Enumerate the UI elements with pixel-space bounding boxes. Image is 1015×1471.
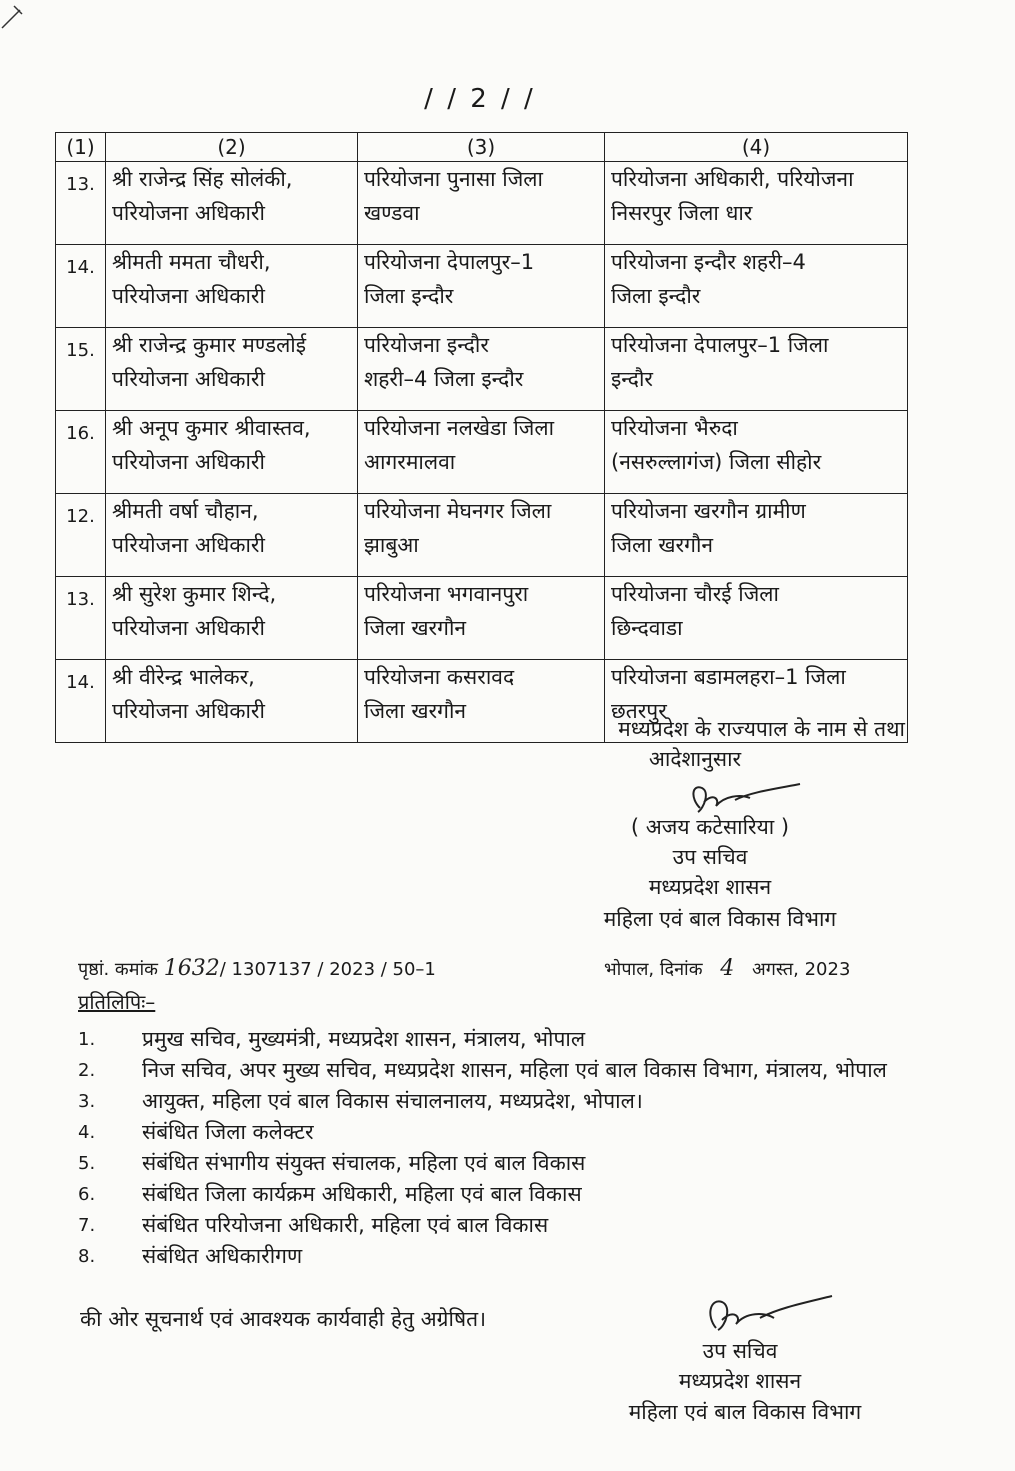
to-project-cell-line: परियोजना बडामलहरा–1 जिला — [611, 665, 846, 689]
bottom-designation: उप सचिव — [702, 1339, 778, 1363]
officer-cell-line: श्रीमती ममता चौधरी, — [112, 250, 271, 274]
list-item-number: 3. — [78, 1091, 96, 1112]
serial-number — [56, 494, 106, 577]
table-row — [56, 328, 908, 411]
to-project-cell — [605, 577, 908, 660]
list-item — [78, 1241, 938, 1272]
from-project-cell-line: जिला खरगौन — [364, 616, 467, 640]
serial-number — [56, 660, 106, 743]
from-project-cell — [358, 494, 605, 577]
signatory-name: ( अजय कटेसारिया ) — [630, 815, 790, 839]
to-project-cell-line: छतरपुर — [611, 699, 667, 723]
to-project-cell-line: निसरपुर जिला धार — [611, 201, 753, 225]
serial-number — [56, 411, 106, 494]
to-project-cell — [605, 245, 908, 328]
officer-cell-line: परियोजना अधिकारी — [112, 533, 265, 557]
list-item-text: संबंधित अधिकारीगण — [142, 1244, 303, 1268]
list-item-text: निज सचिव, अपर मुख्य सचिव, मध्यप्रदेश शासन, महिला एवं बाल विकास विभाग, मंत्रालय, भोपाल — [142, 1058, 887, 1082]
table-row — [56, 411, 908, 494]
list-item-text: संबंधित परियोजना अधिकारी, महिला एवं बाल विकास — [142, 1213, 549, 1237]
column-header: (1) — [56, 133, 106, 162]
table-header-row — [56, 133, 908, 162]
from-project-cell-line: परियोजना नलखेडा जिला — [364, 416, 555, 440]
page-number: / / 2 / / — [424, 84, 536, 114]
closing-line: की ओर सूचनार्थ एवं आवश्यक कार्यवाही हेतु अग्रेषित। — [80, 1307, 487, 1331]
to-project-cell-line: जिला इन्दौर — [611, 284, 701, 308]
list-item — [78, 1210, 938, 1241]
serial-number-line: 13. — [66, 589, 95, 610]
to-project-cell-line: परियोजना चौरई जिला — [611, 582, 779, 606]
to-project-cell-line: परियोजना भैरुदा — [611, 416, 738, 440]
list-item-text: आयुक्त, महिला एवं बाल विकास संचालनालय, मध्यप्रदेश, भोपाल। — [142, 1089, 643, 1113]
officer-cell — [106, 245, 358, 328]
officer-cell-line: परियोजना अधिकारी — [112, 201, 265, 225]
list-item — [78, 1086, 938, 1117]
officer-cell-line: परियोजना अधिकारी — [112, 367, 265, 391]
date-prefix: भोपाल, दिनांक — [604, 959, 703, 980]
transfer-table — [55, 132, 908, 743]
order-line-1: मध्यप्रदेश के राज्यपाल के नाम से तथा — [618, 717, 905, 741]
officer-cell-line: श्री अनूप कुमार श्रीवास्तव, — [112, 416, 311, 440]
serial-number-line: 14. — [66, 672, 95, 693]
list-item-text: प्रमुख सचिव, मुख्यमंत्री, मध्यप्रदेश शासन, मंत्रालय, भोपाल — [142, 1027, 586, 1051]
officer-cell-line: परियोजना अधिकारी — [112, 450, 265, 474]
signatory-department: महिला एवं बाल विकास विभाग — [603, 907, 837, 931]
officer-cell-line: श्रीमती वर्षा चौहान, — [112, 499, 259, 523]
to-project-cell-line: परियोजना देपालपुर–1 जिला — [611, 333, 829, 357]
officer-cell-line: श्री राजेन्द्र कुमार मण्डलोई — [112, 333, 307, 357]
to-project-cell-line: जिला खरगौन — [611, 533, 714, 557]
to-project-cell-line: (नसरुल्लागंज) जिला सीहोर — [611, 450, 822, 474]
from-project-cell-line: जिला इन्दौर — [364, 284, 454, 308]
officer-cell — [106, 411, 358, 494]
to-project-cell-line: परियोजना खरगौन ग्रामीण — [611, 499, 806, 523]
from-project-cell-line: परियोजना देपालपुर–1 — [364, 250, 535, 274]
serial-number — [56, 577, 106, 660]
serial-number — [56, 328, 106, 411]
to-project-cell — [605, 411, 908, 494]
column-header: (2) — [106, 133, 358, 162]
from-project-cell-line: परियोजना पुनासा जिला — [364, 167, 543, 191]
from-project-cell-line: परियोजना मेघनगर जिला — [364, 499, 552, 523]
from-project-cell-line: झाबुआ — [364, 533, 419, 557]
memo-number — [78, 955, 436, 984]
officer-cell-line: श्री वीरेन्द्र भालेकर, — [112, 665, 255, 689]
from-project-cell — [358, 162, 605, 245]
list-item — [78, 1148, 938, 1179]
from-project-cell-line: खण्डवा — [364, 201, 420, 225]
officer-cell — [106, 660, 358, 743]
officer-cell-line: परियोजना अधिकारी — [112, 616, 265, 640]
table-row — [56, 245, 908, 328]
bottom-department: महिला एवं बाल विकास विभाग — [628, 1400, 862, 1424]
to-project-cell-line: परियोजना अधिकारी, परियोजना — [611, 167, 854, 191]
list-item-number: 1. — [78, 1029, 96, 1050]
from-project-cell-line: परियोजना भगवानपुरा — [364, 582, 529, 606]
list-item — [78, 1117, 938, 1148]
from-project-cell-line: जिला खरगौन — [364, 699, 467, 723]
to-project-cell-line: इन्दौर — [611, 367, 653, 391]
officer-cell — [106, 577, 358, 660]
serial-number-line: 14. — [66, 257, 95, 278]
serial-number-line: 15. — [66, 340, 95, 361]
serial-number — [56, 245, 106, 328]
from-project-cell-line: आगरमालवा — [364, 450, 456, 474]
column-header: (3) — [358, 133, 605, 162]
serial-number-line: 12. — [66, 506, 95, 527]
date-suffix: अगस्त, 2023 — [752, 959, 851, 980]
from-project-cell — [358, 328, 605, 411]
list-item-text: संबंधित जिला कार्यक्रम अधिकारी, महिला एवं बाल विकास — [142, 1182, 582, 1206]
memo-prefix: पृष्ठां. कमांक — [78, 959, 159, 980]
list-item — [78, 1024, 938, 1055]
bottom-government: मध्यप्रदेश शासन — [678, 1369, 802, 1393]
memo-suffix: / 1307137 / 2023 / 50–1 — [219, 959, 436, 980]
list-item-text: संबंधित संभागीय संयुक्त संचालक, महिला एवं बाल विकास — [142, 1151, 586, 1175]
serial-number — [56, 162, 106, 245]
list-item-number: 4. — [78, 1122, 96, 1143]
officer-cell-line: श्री सुरेश कुमार शिन्दे, — [112, 582, 277, 606]
list-item-number: 6. — [78, 1184, 96, 1205]
date-handwritten-day: 4 — [720, 956, 735, 981]
list-item-number: 5. — [78, 1153, 96, 1174]
officer-cell-line: श्री राजेन्द्र सिंह सोलंकी, — [112, 167, 293, 191]
to-project-cell-line: परियोजना इन्दौर शहरी–4 — [611, 250, 806, 274]
table-row — [56, 577, 908, 660]
signatory-designation: उप सचिव — [672, 845, 748, 869]
corner-pen-mark — [0, 0, 40, 30]
list-item-number: 8. — [78, 1246, 96, 1267]
from-project-cell-line: परियोजना कसरावद — [364, 665, 515, 689]
copy-to-list — [78, 1024, 938, 1272]
from-project-cell — [358, 245, 605, 328]
from-project-cell-line: परियोजना इन्दौर — [364, 333, 489, 357]
serial-number-line: 13. — [66, 174, 95, 195]
to-project-cell — [605, 328, 908, 411]
column-header: (4) — [605, 133, 908, 162]
to-project-cell-line: छिन्दवाडा — [611, 616, 683, 640]
officer-cell — [106, 494, 358, 577]
to-project-cell — [605, 162, 908, 245]
serial-number-line: 16. — [66, 423, 95, 444]
memo-handwritten-number: 1632 — [163, 956, 220, 981]
list-item-number: 7. — [78, 1215, 96, 1236]
officer-cell — [106, 328, 358, 411]
officer-cell — [106, 162, 358, 245]
list-item-text: संबंधित जिला कलेक्टर — [142, 1120, 314, 1144]
from-project-cell-line: शहरी–4 जिला इन्दौर — [364, 367, 524, 391]
officer-cell-line: परियोजना अधिकारी — [112, 699, 265, 723]
list-item — [78, 1055, 938, 1086]
list-item-number: 2. — [78, 1060, 96, 1081]
from-project-cell — [358, 577, 605, 660]
table-row — [56, 494, 908, 577]
signatory-government: मध्यप्रदेश शासन — [648, 875, 772, 899]
from-project-cell — [358, 411, 605, 494]
table-row — [56, 162, 908, 245]
order-line-2: आदेशानुसार — [648, 747, 742, 771]
officer-cell-line: परियोजना अधिकारी — [112, 284, 265, 308]
copy-to-heading: प्रतिलिपिः– — [78, 990, 156, 1014]
to-project-cell — [605, 494, 908, 577]
memo-date — [604, 955, 850, 984]
list-item — [78, 1179, 938, 1210]
